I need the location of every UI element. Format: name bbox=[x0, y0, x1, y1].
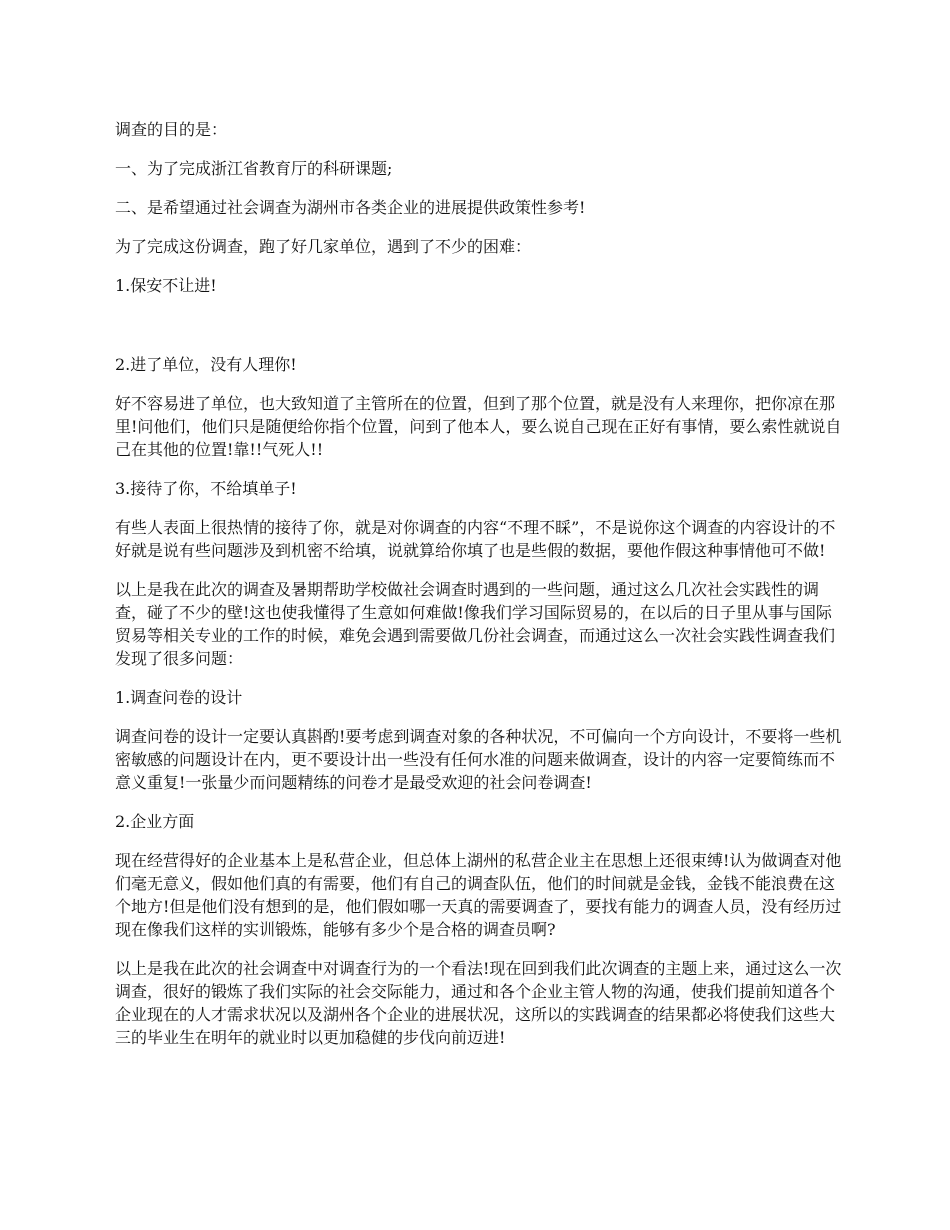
paragraph-lessons-intro: 以上是我在此次的调查及暑期帮助学校做社会调查时遇到的一些问题，通过这么几次社会实践性的调查，碰了不少的壁!这也使我懂得了生意如何难做!像我们学习国际贸易的，在以后的日子里从事与国际贸易等相关专业的工作的时候，难免会遇到需要做几份社会调查，而通过这么一次社会实践性调查我们发现了很多问题： bbox=[115, 580, 836, 668]
paragraph-difficulty-3-detail: 有些人表面上很热情的接待了你，就是对你调查的内容“不理不睬”，不是说你这个调查的内容设计的不好就是说有些问题涉及到机密不给填，说就算给你填了也是些假的数据，要他作假这种事情他可不做! bbox=[115, 518, 836, 560]
paragraph-lesson-1-detail: 调查问卷的设计一定要认真斟酌!要考虑到调查对象的各种状况，不可偏向一个方向设计，不要将一些机密敏感的问题设计在内，更不要设计出一些没有任何水准的问题来做调查，设计的内容一定要简练而不意义重复!一张量少而问题精练的问卷才是最受欢迎的社会问卷调查! bbox=[115, 727, 842, 792]
blank-gap bbox=[115, 313, 845, 353]
paragraph-difficulty-1: 1.保安不让进! bbox=[115, 276, 217, 295]
paragraph-lesson-1: 1.调查问卷的设计 bbox=[115, 688, 243, 707]
paragraph-lesson-2-detail: 现在经营得好的企业基本上是私营企业，但总体上湖州的私营企业主在思想上还很束缚!认为做调查对他们毫无意义，假如他们真的有需要，他们有自己的调查队伍，他们的时间就是金钱，金钱不能浪费在这个地方!但是他们没有想到的是，他们假如哪一天真的需要调查了，要找有能力的调查人员，没有经历过现在像我们这样的实训锻炼，能够有多少个是合格的调查员啊? bbox=[115, 851, 842, 939]
paragraph-purpose-1: 一、为了完成浙江省教育厅的科研课题; bbox=[115, 159, 393, 178]
document-body bbox=[115, 118, 845, 1065]
paragraph-conclusion: 以上是我在此次的社会调查中对调查行为的一个看法!现在回到我们此次调查的主题上来，通过这么一次调查，很好的锻炼了我们实际的社会交际能力，通过和各个企业主管人物的沟通，使我们提前知道各个企业现在的人才需求状况以及湖州各个企业的进展状况，这所以的实践调查的结果都必将使我们这些大三的毕业生在明年的就业时以更加稳健的步伐向前迈进! bbox=[115, 959, 842, 1047]
paragraph-difficulty-2-detail: 好不容易进了单位，也大致知道了主管所在的位置，但到了那个位置，就是没有人来理你，把你凉在那里!问他们，他们只是随便给你指个位置，问到了他本人，要么说自己现在正好有事情，要么索性就说自己在其他的位置!靠!!气死人!! bbox=[115, 394, 842, 459]
paragraph-purpose-2: 二、是希望通过社会调查为湖州市各类企业的进展提供政策性参考! bbox=[115, 198, 586, 217]
paragraph-difficulty-2: 2.进了单位，没有人理你! bbox=[115, 355, 297, 374]
paragraph-difficulty-3: 3.接待了你，不给填单子! bbox=[115, 479, 297, 498]
paragraph-purpose-heading: 调查的目的是： bbox=[115, 120, 228, 139]
paragraph-lesson-2: 2.企业方面 bbox=[115, 812, 195, 831]
paragraph-difficulties-intro: 为了完成这份调查，跑了好几家单位，遇到了不少的困难： bbox=[115, 237, 532, 256]
